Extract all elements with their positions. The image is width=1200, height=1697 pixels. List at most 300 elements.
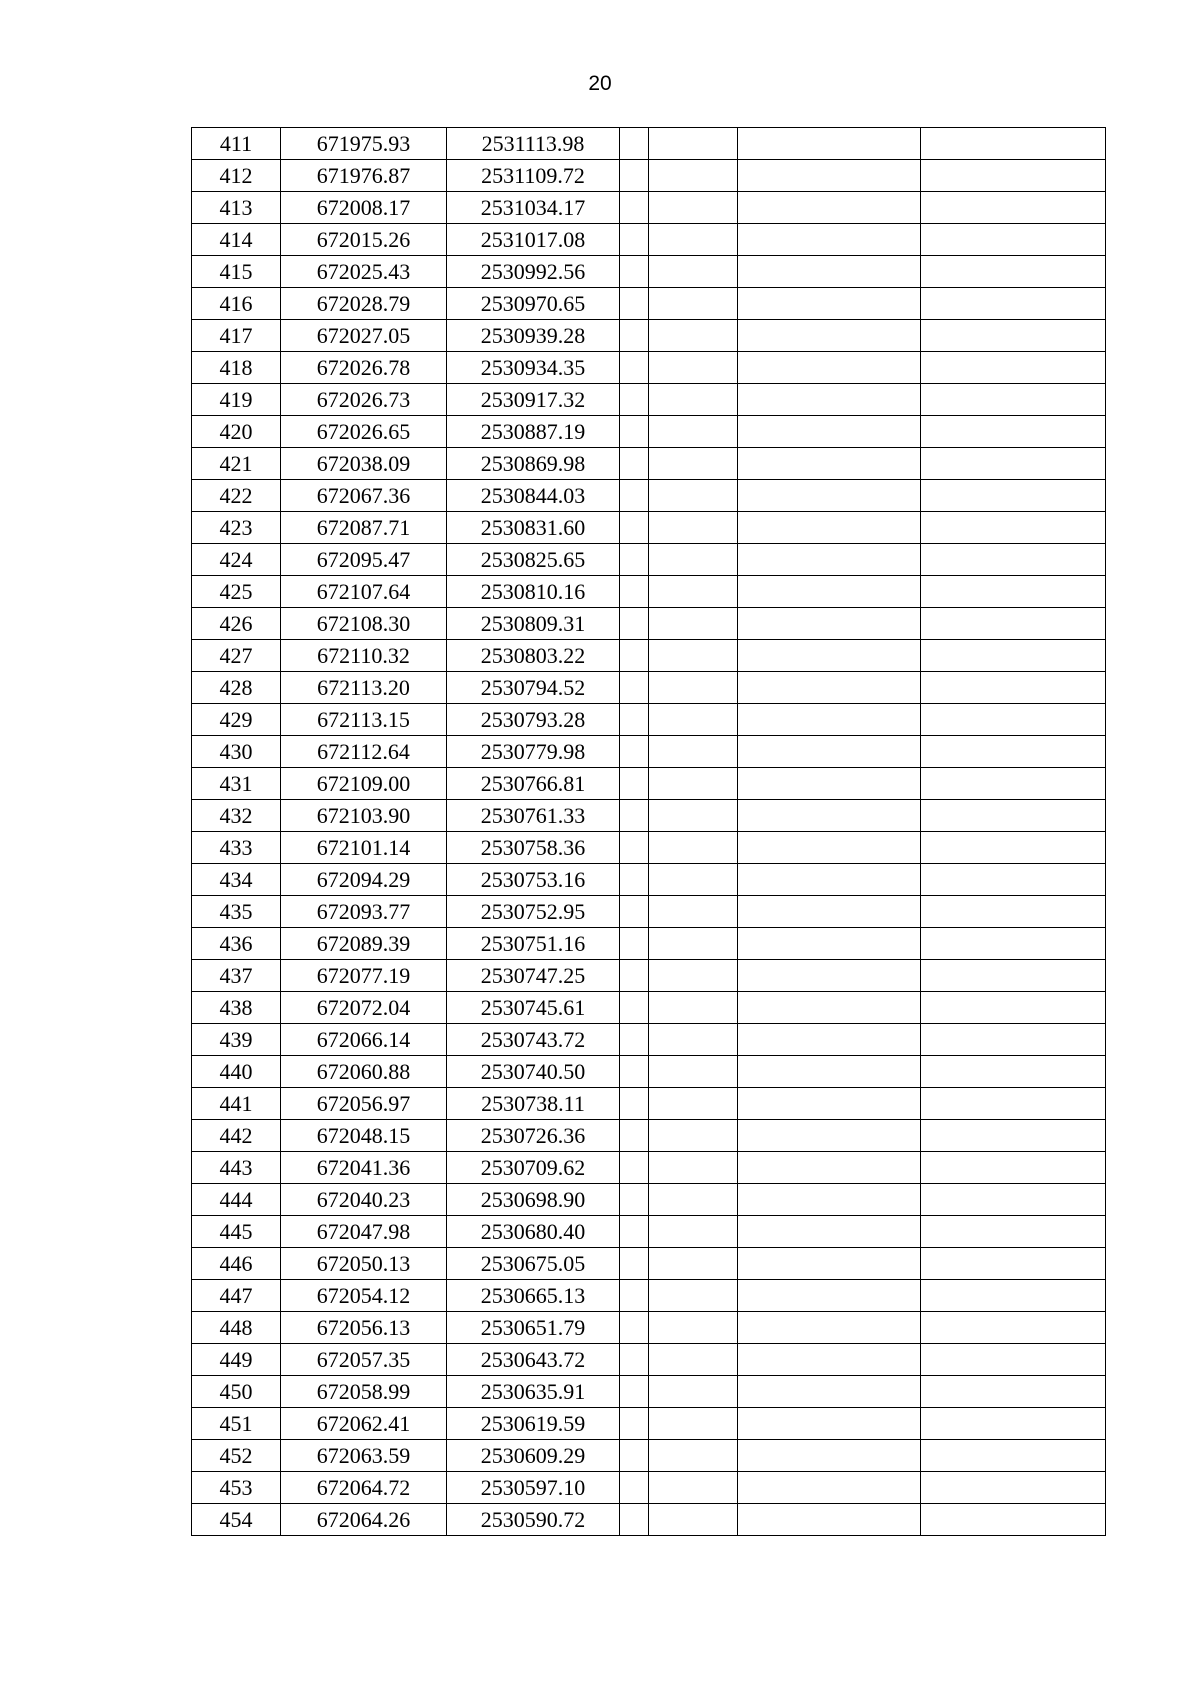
empty-cell xyxy=(921,224,1106,256)
empty-cell xyxy=(738,544,921,576)
empty-cell xyxy=(921,128,1106,160)
empty-cell xyxy=(649,1280,738,1312)
point-number-cell: 413 xyxy=(192,192,281,224)
empty-cell xyxy=(921,736,1106,768)
coordinates-table-body xyxy=(192,128,1106,1536)
x-coordinate-cell: 672041.36 xyxy=(281,1152,447,1184)
empty-cell xyxy=(620,448,649,480)
empty-cell xyxy=(921,704,1106,736)
table-row xyxy=(192,1216,1106,1248)
empty-cell xyxy=(649,768,738,800)
table-row xyxy=(192,544,1106,576)
table-row xyxy=(192,224,1106,256)
y-coordinate-cell: 2530766.81 xyxy=(447,768,620,800)
empty-cell xyxy=(738,320,921,352)
y-coordinate-cell: 2530809.31 xyxy=(447,608,620,640)
table-row xyxy=(192,448,1106,480)
empty-cell xyxy=(921,416,1106,448)
empty-cell xyxy=(649,1184,738,1216)
y-coordinate-cell: 2530709.62 xyxy=(447,1152,620,1184)
empty-cell xyxy=(738,1504,921,1536)
point-number-cell: 452 xyxy=(192,1440,281,1472)
empty-cell xyxy=(921,640,1106,672)
point-number-cell: 420 xyxy=(192,416,281,448)
empty-cell xyxy=(649,1152,738,1184)
empty-cell xyxy=(738,1408,921,1440)
empty-cell xyxy=(620,1248,649,1280)
x-coordinate-cell: 672063.59 xyxy=(281,1440,447,1472)
empty-cell xyxy=(620,384,649,416)
x-coordinate-cell: 672107.64 xyxy=(281,576,447,608)
empty-cell xyxy=(738,928,921,960)
x-coordinate-cell: 672026.73 xyxy=(281,384,447,416)
empty-cell xyxy=(921,608,1106,640)
table-row xyxy=(192,288,1106,320)
empty-cell xyxy=(921,1248,1106,1280)
x-coordinate-cell: 672113.20 xyxy=(281,672,447,704)
x-coordinate-cell: 672094.29 xyxy=(281,864,447,896)
table-row xyxy=(192,1056,1106,1088)
table-row xyxy=(192,960,1106,992)
table-row xyxy=(192,1248,1106,1280)
y-coordinate-cell: 2530869.98 xyxy=(447,448,620,480)
x-coordinate-cell: 672062.41 xyxy=(281,1408,447,1440)
x-coordinate-cell: 672056.13 xyxy=(281,1312,447,1344)
empty-cell xyxy=(921,352,1106,384)
empty-cell xyxy=(649,960,738,992)
table-row xyxy=(192,672,1106,704)
empty-cell xyxy=(620,640,649,672)
table-row xyxy=(192,736,1106,768)
empty-cell xyxy=(738,640,921,672)
empty-cell xyxy=(649,736,738,768)
point-number-cell: 435 xyxy=(192,896,281,928)
point-number-cell: 429 xyxy=(192,704,281,736)
empty-cell xyxy=(649,1440,738,1472)
empty-cell xyxy=(738,1280,921,1312)
x-coordinate-cell: 672072.04 xyxy=(281,992,447,1024)
x-coordinate-cell: 672025.43 xyxy=(281,256,447,288)
empty-cell xyxy=(738,1216,921,1248)
empty-cell xyxy=(738,1440,921,1472)
empty-cell xyxy=(921,1504,1106,1536)
point-number-cell: 448 xyxy=(192,1312,281,1344)
empty-cell xyxy=(921,448,1106,480)
point-number-cell: 451 xyxy=(192,1408,281,1440)
y-coordinate-cell: 2531034.17 xyxy=(447,192,620,224)
empty-cell xyxy=(921,1056,1106,1088)
empty-cell xyxy=(649,1344,738,1376)
empty-cell xyxy=(738,1088,921,1120)
y-coordinate-cell: 2530643.72 xyxy=(447,1344,620,1376)
empty-cell xyxy=(620,576,649,608)
x-coordinate-cell: 671976.87 xyxy=(281,160,447,192)
y-coordinate-cell: 2530887.19 xyxy=(447,416,620,448)
empty-cell xyxy=(921,576,1106,608)
empty-cell xyxy=(649,1216,738,1248)
empty-cell xyxy=(738,1376,921,1408)
empty-cell xyxy=(649,992,738,1024)
empty-cell xyxy=(921,768,1106,800)
empty-cell xyxy=(649,128,738,160)
x-coordinate-cell: 672066.14 xyxy=(281,1024,447,1056)
empty-cell xyxy=(738,896,921,928)
y-coordinate-cell: 2530803.22 xyxy=(447,640,620,672)
empty-cell xyxy=(620,832,649,864)
empty-cell xyxy=(649,1376,738,1408)
empty-cell xyxy=(620,1408,649,1440)
table-row xyxy=(192,768,1106,800)
empty-cell xyxy=(620,1312,649,1344)
empty-cell xyxy=(738,832,921,864)
point-number-cell: 449 xyxy=(192,1344,281,1376)
y-coordinate-cell: 2530831.60 xyxy=(447,512,620,544)
empty-cell xyxy=(738,512,921,544)
empty-cell xyxy=(620,1152,649,1184)
empty-cell xyxy=(620,352,649,384)
empty-cell xyxy=(649,800,738,832)
point-number-cell: 437 xyxy=(192,960,281,992)
empty-cell xyxy=(620,768,649,800)
table-row xyxy=(192,384,1106,416)
y-coordinate-cell: 2530939.28 xyxy=(447,320,620,352)
empty-cell xyxy=(649,192,738,224)
empty-cell xyxy=(738,1120,921,1152)
point-number-cell: 445 xyxy=(192,1216,281,1248)
empty-cell xyxy=(649,224,738,256)
empty-cell xyxy=(649,1120,738,1152)
empty-cell xyxy=(649,576,738,608)
y-coordinate-cell: 2531113.98 xyxy=(447,128,620,160)
table-row xyxy=(192,1408,1106,1440)
empty-cell xyxy=(738,704,921,736)
table-row xyxy=(192,1120,1106,1152)
empty-cell xyxy=(738,1024,921,1056)
empty-cell xyxy=(649,384,738,416)
point-number-cell: 428 xyxy=(192,672,281,704)
empty-cell xyxy=(649,288,738,320)
y-coordinate-cell: 2530794.52 xyxy=(447,672,620,704)
empty-cell xyxy=(921,1184,1106,1216)
empty-cell xyxy=(921,320,1106,352)
x-coordinate-cell: 672089.39 xyxy=(281,928,447,960)
empty-cell xyxy=(738,288,921,320)
empty-cell xyxy=(738,224,921,256)
point-number-cell: 432 xyxy=(192,800,281,832)
empty-cell xyxy=(921,1024,1106,1056)
point-number-cell: 447 xyxy=(192,1280,281,1312)
empty-cell xyxy=(738,1248,921,1280)
empty-cell xyxy=(620,128,649,160)
table-row xyxy=(192,1376,1106,1408)
page-number: 20 xyxy=(588,72,612,95)
table-row xyxy=(192,1344,1106,1376)
empty-cell xyxy=(738,192,921,224)
empty-cell xyxy=(620,672,649,704)
x-coordinate-cell: 672048.15 xyxy=(281,1120,447,1152)
empty-cell xyxy=(620,160,649,192)
x-coordinate-cell: 672060.88 xyxy=(281,1056,447,1088)
x-coordinate-cell: 672108.30 xyxy=(281,608,447,640)
empty-cell xyxy=(620,224,649,256)
empty-cell xyxy=(738,672,921,704)
table-row xyxy=(192,160,1106,192)
x-coordinate-cell: 672087.71 xyxy=(281,512,447,544)
table-row xyxy=(192,256,1106,288)
empty-cell xyxy=(738,416,921,448)
y-coordinate-cell: 2530970.65 xyxy=(447,288,620,320)
point-number-cell: 426 xyxy=(192,608,281,640)
x-coordinate-cell: 672026.65 xyxy=(281,416,447,448)
empty-cell xyxy=(620,1440,649,1472)
empty-cell xyxy=(649,544,738,576)
point-number-cell: 411 xyxy=(192,128,281,160)
table-row xyxy=(192,128,1106,160)
empty-cell xyxy=(921,896,1106,928)
y-coordinate-cell: 2530740.50 xyxy=(447,1056,620,1088)
point-number-cell: 419 xyxy=(192,384,281,416)
empty-cell xyxy=(921,928,1106,960)
point-number-cell: 442 xyxy=(192,1120,281,1152)
empty-cell xyxy=(738,576,921,608)
empty-cell xyxy=(620,256,649,288)
y-coordinate-cell: 2530597.10 xyxy=(447,1472,620,1504)
empty-cell xyxy=(738,480,921,512)
empty-cell xyxy=(620,512,649,544)
empty-cell xyxy=(738,384,921,416)
table-row xyxy=(192,608,1106,640)
table-row xyxy=(192,1152,1106,1184)
x-coordinate-cell: 671975.93 xyxy=(281,128,447,160)
x-coordinate-cell: 672008.17 xyxy=(281,192,447,224)
empty-cell xyxy=(921,160,1106,192)
empty-cell xyxy=(738,1184,921,1216)
empty-cell xyxy=(620,416,649,448)
y-coordinate-cell: 2530726.36 xyxy=(447,1120,620,1152)
empty-cell xyxy=(649,1024,738,1056)
y-coordinate-cell: 2530745.61 xyxy=(447,992,620,1024)
point-number-cell: 423 xyxy=(192,512,281,544)
empty-cell xyxy=(620,864,649,896)
empty-cell xyxy=(921,1280,1106,1312)
empty-cell xyxy=(649,928,738,960)
empty-cell xyxy=(620,1120,649,1152)
empty-cell xyxy=(649,512,738,544)
empty-cell xyxy=(921,512,1106,544)
y-coordinate-cell: 2530752.95 xyxy=(447,896,620,928)
empty-cell xyxy=(649,896,738,928)
empty-cell xyxy=(649,608,738,640)
empty-cell xyxy=(738,736,921,768)
table-row xyxy=(192,896,1106,928)
empty-cell xyxy=(649,160,738,192)
table-row xyxy=(192,1504,1106,1536)
empty-cell xyxy=(738,992,921,1024)
empty-cell xyxy=(738,608,921,640)
empty-cell xyxy=(620,736,649,768)
y-coordinate-cell: 2530934.35 xyxy=(447,352,620,384)
empty-cell xyxy=(620,928,649,960)
x-coordinate-cell: 672109.00 xyxy=(281,768,447,800)
x-coordinate-cell: 672058.99 xyxy=(281,1376,447,1408)
empty-cell xyxy=(738,960,921,992)
y-coordinate-cell: 2530779.98 xyxy=(447,736,620,768)
empty-cell xyxy=(921,544,1106,576)
empty-cell xyxy=(620,1472,649,1504)
empty-cell xyxy=(620,960,649,992)
empty-cell xyxy=(620,192,649,224)
point-number-cell: 450 xyxy=(192,1376,281,1408)
x-coordinate-cell: 672113.15 xyxy=(281,704,447,736)
point-number-cell: 454 xyxy=(192,1504,281,1536)
empty-cell xyxy=(649,864,738,896)
x-coordinate-cell: 672040.23 xyxy=(281,1184,447,1216)
empty-cell xyxy=(649,1312,738,1344)
table-row xyxy=(192,352,1106,384)
empty-cell xyxy=(738,864,921,896)
point-number-cell: 433 xyxy=(192,832,281,864)
table-row xyxy=(192,1312,1106,1344)
empty-cell xyxy=(921,256,1106,288)
y-coordinate-cell: 2531109.72 xyxy=(447,160,620,192)
empty-cell xyxy=(620,1376,649,1408)
empty-cell xyxy=(620,1504,649,1536)
point-number-cell: 446 xyxy=(192,1248,281,1280)
point-number-cell: 443 xyxy=(192,1152,281,1184)
empty-cell xyxy=(738,128,921,160)
empty-cell xyxy=(649,320,738,352)
x-coordinate-cell: 672026.78 xyxy=(281,352,447,384)
table-row xyxy=(192,864,1106,896)
empty-cell xyxy=(921,1472,1106,1504)
x-coordinate-cell: 672101.14 xyxy=(281,832,447,864)
y-coordinate-cell: 2530619.59 xyxy=(447,1408,620,1440)
point-number-cell: 414 xyxy=(192,224,281,256)
y-coordinate-cell: 2530758.36 xyxy=(447,832,620,864)
empty-cell xyxy=(620,1184,649,1216)
y-coordinate-cell: 2530793.28 xyxy=(447,704,620,736)
empty-cell xyxy=(921,1440,1106,1472)
empty-cell xyxy=(921,1216,1106,1248)
empty-cell xyxy=(649,256,738,288)
x-coordinate-cell: 672015.26 xyxy=(281,224,447,256)
x-coordinate-cell: 672103.90 xyxy=(281,800,447,832)
empty-cell xyxy=(738,160,921,192)
table-row xyxy=(192,1280,1106,1312)
table-row xyxy=(192,640,1106,672)
empty-cell xyxy=(921,288,1106,320)
empty-cell xyxy=(921,1344,1106,1376)
empty-cell xyxy=(738,1152,921,1184)
empty-cell xyxy=(649,1504,738,1536)
y-coordinate-cell: 2530992.56 xyxy=(447,256,620,288)
empty-cell xyxy=(738,256,921,288)
point-number-cell: 439 xyxy=(192,1024,281,1056)
empty-cell xyxy=(620,896,649,928)
x-coordinate-cell: 672093.77 xyxy=(281,896,447,928)
empty-cell xyxy=(921,480,1106,512)
y-coordinate-cell: 2531017.08 xyxy=(447,224,620,256)
empty-cell xyxy=(921,672,1106,704)
point-number-cell: 441 xyxy=(192,1088,281,1120)
x-coordinate-cell: 672028.79 xyxy=(281,288,447,320)
empty-cell xyxy=(649,416,738,448)
point-number-cell: 424 xyxy=(192,544,281,576)
table-row xyxy=(192,192,1106,224)
empty-cell xyxy=(620,1216,649,1248)
table-row xyxy=(192,928,1106,960)
empty-cell xyxy=(620,1056,649,1088)
x-coordinate-cell: 672112.64 xyxy=(281,736,447,768)
empty-cell xyxy=(649,1056,738,1088)
empty-cell xyxy=(649,832,738,864)
point-number-cell: 430 xyxy=(192,736,281,768)
y-coordinate-cell: 2530738.11 xyxy=(447,1088,620,1120)
empty-cell xyxy=(620,1088,649,1120)
empty-cell xyxy=(738,1056,921,1088)
table-row xyxy=(192,832,1106,864)
empty-cell xyxy=(921,832,1106,864)
point-number-cell: 444 xyxy=(192,1184,281,1216)
x-coordinate-cell: 672056.97 xyxy=(281,1088,447,1120)
y-coordinate-cell: 2530753.16 xyxy=(447,864,620,896)
empty-cell xyxy=(649,640,738,672)
empty-cell xyxy=(921,1408,1106,1440)
empty-cell xyxy=(738,1312,921,1344)
empty-cell xyxy=(620,992,649,1024)
empty-cell xyxy=(620,480,649,512)
x-coordinate-cell: 672077.19 xyxy=(281,960,447,992)
y-coordinate-cell: 2530743.72 xyxy=(447,1024,620,1056)
empty-cell xyxy=(921,1088,1106,1120)
y-coordinate-cell: 2530917.32 xyxy=(447,384,620,416)
y-coordinate-cell: 2530665.13 xyxy=(447,1280,620,1312)
empty-cell xyxy=(738,352,921,384)
y-coordinate-cell: 2530698.90 xyxy=(447,1184,620,1216)
empty-cell xyxy=(738,800,921,832)
x-coordinate-cell: 672095.47 xyxy=(281,544,447,576)
x-coordinate-cell: 672064.72 xyxy=(281,1472,447,1504)
x-coordinate-cell: 672050.13 xyxy=(281,1248,447,1280)
empty-cell xyxy=(649,672,738,704)
x-coordinate-cell: 672054.12 xyxy=(281,1280,447,1312)
table-row xyxy=(192,1440,1106,1472)
y-coordinate-cell: 2530609.29 xyxy=(447,1440,620,1472)
point-number-cell: 421 xyxy=(192,448,281,480)
y-coordinate-cell: 2530590.72 xyxy=(447,1504,620,1536)
point-number-cell: 438 xyxy=(192,992,281,1024)
empty-cell xyxy=(921,1152,1106,1184)
x-coordinate-cell: 672047.98 xyxy=(281,1216,447,1248)
empty-cell xyxy=(738,768,921,800)
table-row xyxy=(192,320,1106,352)
empty-cell xyxy=(649,448,738,480)
empty-cell xyxy=(921,384,1106,416)
x-coordinate-cell: 672067.36 xyxy=(281,480,447,512)
y-coordinate-cell: 2530761.33 xyxy=(447,800,620,832)
empty-cell xyxy=(620,544,649,576)
empty-cell xyxy=(620,288,649,320)
table-row xyxy=(192,1088,1106,1120)
point-number-cell: 417 xyxy=(192,320,281,352)
point-number-cell: 436 xyxy=(192,928,281,960)
empty-cell xyxy=(620,1280,649,1312)
point-number-cell: 425 xyxy=(192,576,281,608)
empty-cell xyxy=(738,1344,921,1376)
y-coordinate-cell: 2530825.65 xyxy=(447,544,620,576)
empty-cell xyxy=(649,1472,738,1504)
point-number-cell: 434 xyxy=(192,864,281,896)
